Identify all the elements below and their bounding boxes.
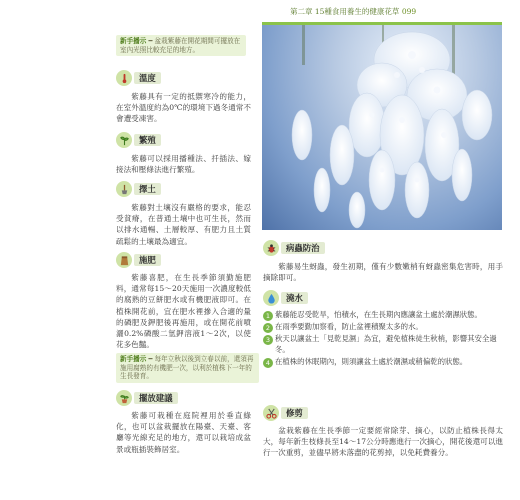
section-title: 澆水 <box>281 292 308 304</box>
tip-text: 盆栽紫藤在開花期間可擺放在室內光照比較充足的地方。 <box>120 37 241 54</box>
watering-list <box>263 310 503 368</box>
section-propagation <box>116 132 251 175</box>
tip-label: 新手播示 <box>120 355 147 363</box>
section-temperature <box>116 70 251 125</box>
list-item: 2 在雨季要勤加察看，防止盆裡積聚太多的水。 <box>263 322 503 333</box>
section-title: 繁殖 <box>134 134 161 146</box>
section-text: 紫藤對土壤沒有嚴格的要求，能忍受貧瘠，在普通土壤中也可生長，然而以排水通暢、土層較厚、有肥力且土質疏鬆的土壤最為適宜。 <box>116 203 251 246</box>
section-text: 盆栽紫藤在生長季節一定要經常除芽、摘心，以防止植株長得太大，每年新生枝條長至14～17公分時應進行一次摘心，開花後還可以進行一次重剪，並儘早將未落盡的花剪掉，以免耗費養分。 <box>263 426 503 458</box>
page-header <box>290 6 512 17</box>
wisteria-illustration <box>262 25 502 230</box>
section-text: 紫藤喜肥，在生長季節須勤施肥料，通常每15～20天施用一次濃度較低的腐熟的豆餅肥水或有機肥液即可。在植株開花前，宜在肥水裡摻入合適的量的磷肥及鉀肥後再施用，或在開花前噴灑0.2%磷酸二氫鉀溶液1～2次，以使花多色豔。 <box>116 273 251 350</box>
tip-text: 每年立秋以後到立春以前，還須再施用腐熟的有機肥一次，以利於植株下一年的生長發育。 <box>120 355 254 381</box>
section-title: 溫度 <box>134 72 161 84</box>
list-number: 3 <box>263 335 273 345</box>
section-title: 修剪 <box>281 407 308 419</box>
thermometer-icon <box>116 70 132 86</box>
chapter-title: 15種食用養生的健康花草 <box>314 7 400 16</box>
list-item: 1 紫藤能忍受乾旱，怕積水，在生長期內應讓盆土處於潮濕狀態。 <box>263 310 503 321</box>
section-pests <box>263 240 503 283</box>
section-text: 紫藤可以採用播種法、扦插法、嫁接法和壓條法進行繁殖。 <box>116 154 251 175</box>
wisteria-photo <box>262 25 502 230</box>
list-item: 4 在植株的休眠期內，則須讓盆土處於潮濕或稍偏乾的狀態。 <box>263 357 503 368</box>
tip-note-top: 新手播示 ━ 盆栽紫藤在開花期間可擺放在室內光照比較充足的地方。 <box>116 35 246 56</box>
water-drop-icon <box>263 290 279 306</box>
page-number: 099 <box>401 7 417 16</box>
tip-label: 新手播示 <box>120 37 147 45</box>
section-text: 紫藤可栽種在庭院裡用於垂直綠化，也可以盆栽擺放在陽臺、天臺、客廳等光線充足的地方，還可以栽培成盆景或瓶插裝飾居室。 <box>116 411 251 454</box>
tip-note-bottom: 新手播示 ━ 每年立秋以後到立春以前，還須再施用腐熟的有機肥一次，以利於植株下一年的生長發育。 <box>116 353 259 383</box>
section-soil <box>116 181 251 247</box>
section-fertilizer <box>116 252 251 350</box>
sprout-icon <box>116 132 132 148</box>
potted-plant-icon <box>116 390 132 406</box>
section-title: 擇土 <box>134 183 161 195</box>
bug-icon <box>263 240 279 256</box>
section-watering <box>263 290 503 369</box>
chapter-label: 第二章 <box>290 7 313 16</box>
fertilizer-bag-icon <box>116 252 132 268</box>
list-number: 4 <box>263 358 273 368</box>
section-text: 紫藤具有一定的抵禦寒冷的能力，在室外溫度約為0℃的環境下過冬通常不會遭受凍害。 <box>116 92 251 124</box>
list-number: 1 <box>263 311 273 321</box>
list-item: 3 秋天以讓盆土「見乾見濕」為宜，避免植株徒生秋梢，影響其安全過冬。 <box>263 334 503 356</box>
scissors-icon <box>263 405 279 421</box>
shovel-icon <box>116 181 132 197</box>
section-placement <box>116 390 251 455</box>
section-title: 病蟲防治 <box>281 242 325 254</box>
section-title: 擺放建議 <box>134 392 178 404</box>
section-pruning <box>263 405 503 459</box>
section-text: 紫藤易生蚜蟲，發生初期，僅有少數嫩梢有蚜蟲密集危害時，用手摘除即可。 <box>263 262 503 283</box>
list-number: 2 <box>263 323 273 333</box>
section-title: 施肥 <box>134 254 161 266</box>
